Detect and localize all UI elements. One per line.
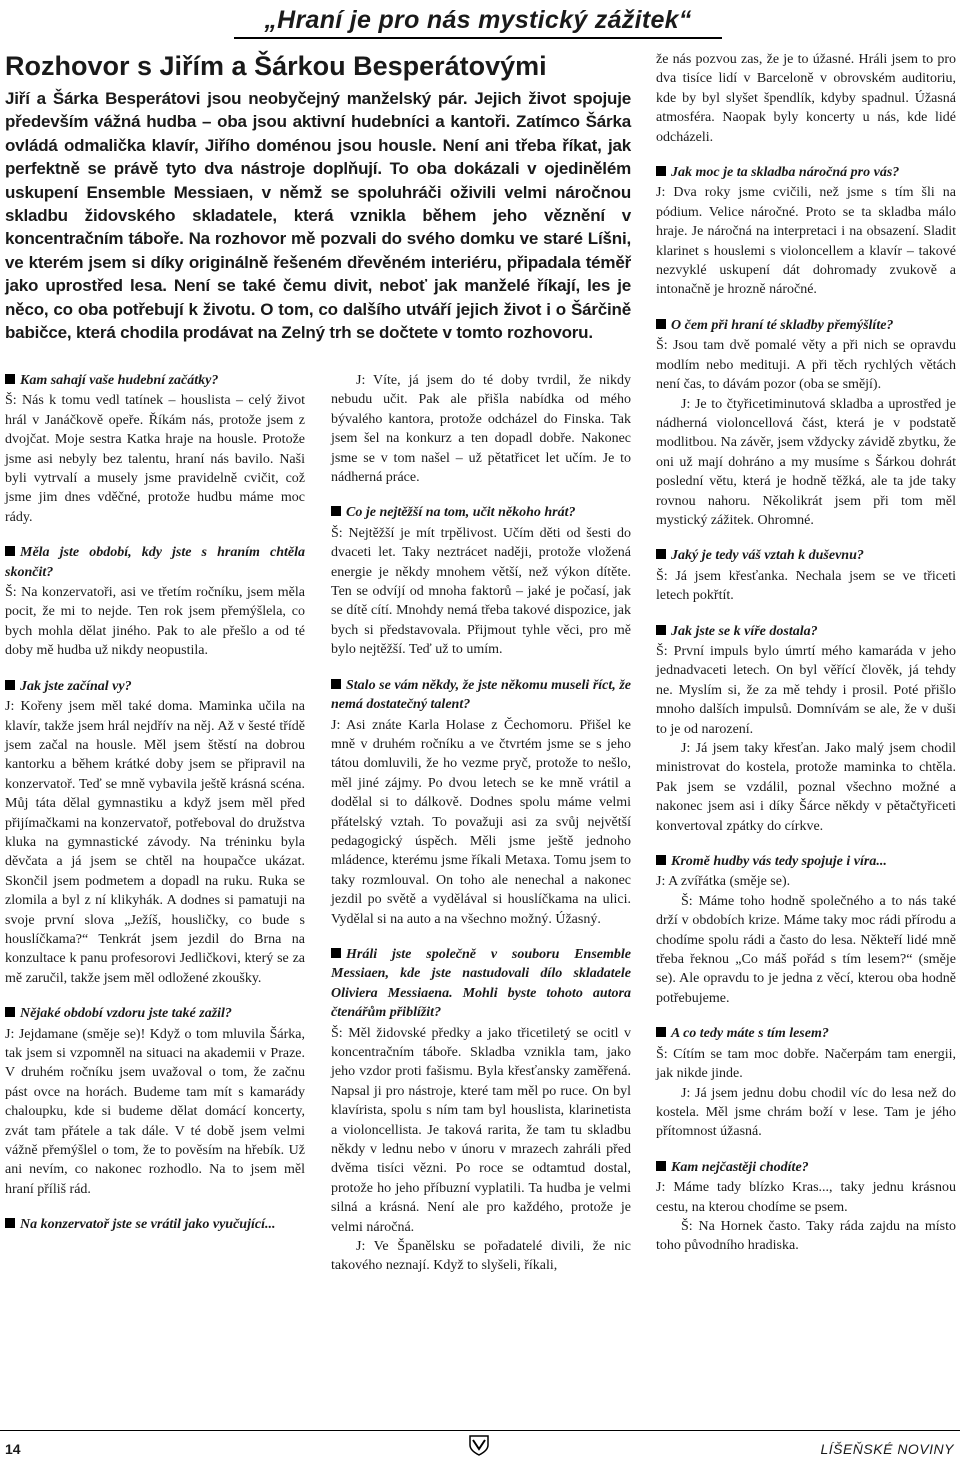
question: Stalo se vám někdy, že jste někomu museli říct, že nemá dostatečný talent? bbox=[331, 677, 631, 713]
question: Nějaké období vzdoru jste také zažil? bbox=[5, 1004, 305, 1023]
question: A co tedy máte s tím lesem? bbox=[656, 1024, 956, 1043]
column-1 bbox=[5, 371, 305, 1236]
answer: Š: Já jsem křesťanka. Nechala jsem se ve třiceti letech pokřtít. bbox=[656, 568, 956, 604]
question: Kam sahají vaše hudební začátky? bbox=[5, 371, 305, 390]
bullet-square-icon bbox=[5, 680, 15, 690]
question: O čem při hraní té skladby přemýšlíte? bbox=[656, 316, 956, 335]
answer: J: Ve Španělsku se pořadatelé divili, že nic takového neznají. Když to slyšeli, říkali, bbox=[331, 1239, 631, 1274]
column-2 bbox=[331, 371, 631, 1276]
answer: Š: Cítím se tam moc dobře. Načerpám tam energii, jak nikde jinde. bbox=[656, 1046, 956, 1082]
answer: J: Asi znáte Karla Holase z Čechomoru. Přišel ke mně v druhém ročníku a ve čtvrtém jsme se s jeho tátou domluvili, že ho vezme pryč, protože to nešlo, měl jiné zájmy. Po dvou letech se ke mně vrátil a dodělal si to dálkově. Dodnes spolu máme velmi přátelský vztah. To považuji asi za svůj největší pedagogický úspěch. Měli jsme ještě jednoho mládence, kterému jsme říkali Metaxa. Tomu jsem to taky rozmlouval. On toho ale nenechal a nakonec jezdil po světě a vydělával si houslíčkama na ulici. Vydělal si na auto a na všechno možný. Úžasný. bbox=[331, 717, 631, 927]
article-headline: Rozhovor s Jiřím a Šárkou Besperátovými bbox=[5, 51, 547, 81]
question: Na konzervatoř jste se vrátil jako vyučující... bbox=[5, 1215, 305, 1234]
answer: J: Já jsem jednu dobu chodil víc do lesa než do kostela. Měl jsme chrám boží v lese. Tam je jého přítomnost úžasná. bbox=[656, 1085, 956, 1140]
bullet-square-icon bbox=[656, 1161, 666, 1171]
page-number: 14 bbox=[5, 1441, 21, 1457]
answer: Š: Měl židovské předky a jako třicetiletý se ocitl v koncentračním táboře. Skladba vznikla tam, jako jeho vzdor proti fašismu. Byla křesťansky zaměřená. Napsal ji pro nástroje, které tam měl po ruce. On byl klavírista, spolu s ním tam byl houslista, klarinetista a violoncellista. Je taková rarita, že tam tu skladbu někdy v lednu nebo v únoru v mrazech zahráli před dvěma tisíci vězni. Po roce se odtamtud dostal, protože ho jeho příbuzní vyplatili. Ta hudba je velmi silná a krásná. Není ale pro každého, protože je velmi náročná. bbox=[331, 1025, 631, 1235]
question: Jaký je tedy váš vztah k duševnu? bbox=[656, 546, 956, 565]
bullet-square-icon bbox=[331, 506, 341, 516]
section-title: „Hraní je pro nás mystický zážitek“ bbox=[234, 6, 722, 39]
answer: J: Víte, já jsem do té doby tvrdil, že nikdy nebudu učit. Pak ale přišla nabídka od mého bývalého kantora, protože odcházel do Finska. Tak jsem šel na konkurz a ten dopadl dobře. Nakonec jsme se v tom našel – už pětatřicet let učím. Je to nádherná práce. bbox=[331, 373, 631, 486]
question: Jak jste začínal vy? bbox=[5, 677, 305, 696]
answer: J: Je to čtyřicetiminutová skladba a uprostřed je nádherná violoncellová část, která je v podstatě modlitbou. Na závěr, jsem vždycky závidě zbytku, že oni už mají dohráno a my musíme s Šárkou dohrát poslední větu, která je hodně těžká, ale ta jde taky rovnou nahoru. Několikrát jsem při tom měl mystický zážitek. Ohromné. bbox=[656, 396, 956, 528]
footer-divider bbox=[0, 1430, 960, 1431]
answer: Š: Máme toho hodně společného a to nás také drží v obdobích krize. Máme taky moc rádi přírodu a chodíme spolu rádi a často do lesa. Někteří lidé mně třeba řeknou „Co máš pořád s tím lesem?“ (směje se). Ale opravdu to je jedna z věcí, kterou oba hodně potřebujeme. bbox=[656, 893, 956, 1006]
answer: Š: Na konzervatoři, asi ve třetím ročníku, jsem měla pocit, že mi to nejde. Ten rok jsem přemýšlela, co bych mohla dělat jiného. Pak to ale přešlo a od té doby mě hudba už nikdy neopustila. bbox=[5, 585, 305, 659]
bullet-square-icon bbox=[5, 374, 15, 384]
newspaper-name: LÍŠEŇSKÉ NOVINY bbox=[820, 1441, 954, 1457]
answer: J: Jejdamane (směje se)! Když o tom mluvila Šárka, tak jsem si vzpomněl na situaci na akademii v Praze. V druhém ročníku jsem uvažoval o tom, že začnu pást ovce na horách. Budeme tam mít s kamarády chaloupku, kde si budeme dělat domácí koncerty, zvát tam přátele a tak dále. V té době jsem velmi vážně přemýšlel o tom, že to pověsím na hřebík. Už ani nevím, co nakonec rozhodlo. Na to jsem měl hraní příliš rád. bbox=[5, 1026, 305, 1197]
question: Hráli jste společně v souboru Ensemble Messiaen, kde jste nastudovali dílo skladatele Oliviera Messiaena. Mohli byste tohoto autora čtenářům přiblížit? bbox=[331, 946, 631, 1021]
answer: Š: Nás k tomu vedl tatínek – houslista – celý život hrál v Janáčkově opeře. Říkám nás, protože jsem z dvojčat. Moje sestra Katka hraje na housle. Protože jsme asi nebyly bez talentu, hraní nás bavilo. Naši byli vytrvalí a musely jsme pravidelně cvičit, což jsme jim dnes vděčné, protože hudbu máme moc rády. bbox=[5, 393, 305, 525]
question: Měla jste období, kdy jste s hraním chtěla skončit? bbox=[5, 545, 305, 580]
answer: J: Kořeny jsem měl také doma. Maminka učila na klavír, takže jsem hrál nejdřív na něj. Až v šesté třídě jsem začal na housle. Měl jsem štěstí na dobrou kantorku a během krátké doby jsem se připravil na konzervatoř. Teď se mně vybavila ještě krásná scéna. Můj táta dělal gymnastiku a když jsem měl před přijímačkami na konzervatoř, potřeboval do družstva kluka na gymnastické závody. Na tréninku byla děvčata a já jsem se chtěl na houpačce ukázat. Skončil jsem podmetem a dopadl na ruku. Ruka se zlomila a byl z ní klikyhák. A dodnes si pamatuji na svoje první slova „Ježíš, housličky, co bude s houslíčkama?“ Tenkrát jsem jezdil do Brna na konzultace k panu profesorovi Jedličkovi, který se za mě zaručil, takže jsem měl odložené zkoušky. bbox=[5, 699, 305, 986]
answer: že nás pozvou zas, že je to úžasné. Hráli jsem to pro dva tisíce lidí v Barceloně v obrovském auditoriu, kde by byl slyšet špendlík, kdyby spadnul. Úžasná atmosféra. Naopak byly koncerty u nás, kde lidé odcházeli. bbox=[656, 52, 956, 145]
bullet-square-icon bbox=[5, 1218, 15, 1228]
bullet-square-icon bbox=[656, 549, 666, 559]
question: Jak jste se k víře dostala? bbox=[656, 622, 956, 641]
bullet-square-icon bbox=[656, 166, 666, 176]
question: Jak moc je ta skladba náročná pro vás? bbox=[656, 163, 956, 182]
answer: Š: Na Hornek často. Taky ráda zajdu na místo toho původního hradiska. bbox=[656, 1218, 956, 1254]
column-3 bbox=[656, 50, 956, 1256]
answer: Š: První impuls bylo úmrtí mého kamaráda v jeho jednadvaceti letech. On byl věřící člověk, já tehdy ne. Myslím si, že za mě tehdy i prosil. Poté přišlo mnoho dalších impulsů. Domnívám se ale, že v duši to je od narození. bbox=[656, 643, 956, 737]
bullet-square-icon bbox=[656, 855, 666, 865]
bullet-square-icon bbox=[5, 1007, 15, 1017]
question: Co je nejtěžší na tom, učit někoho hrát? bbox=[331, 503, 631, 522]
question: Kam nejčastěji chodíte? bbox=[656, 1158, 956, 1177]
answer: J: Já jsem taky křesťan. Jako malý jsem chodil ministrovat do kostela, protože maminka to chtěla. Pak jsem se vzdálil, poznal všechno možné a nakonec jsem asi i díky Šárce někdy v pětačtyřiceti konvertoval zpátky do církve. bbox=[656, 741, 956, 834]
bullet-square-icon bbox=[656, 1027, 666, 1037]
answer: Š: Nejtěžší je mít trpělivost. Učím děti od šesti do dvaceti let. Taky neztrácet naději, protože vložená energie je někdy mnohem větší, než výkon dítěte. Ten se odvíjí od mnoha faktorů – jaké je počasí, jak se dítě cítí. Mnohdy nemá třeba takové dispozice, jak bych si představovala. Přijmout tyhle věci, pro mě bylo nejtěžší. Teď už to umím. bbox=[331, 525, 631, 658]
answer: J: Máme tady blízko Kras..., taky jednu krásnou cestu, na kterou chodíme se psem. bbox=[656, 1180, 956, 1215]
bullet-square-icon bbox=[5, 546, 15, 556]
bullet-square-icon bbox=[331, 679, 341, 689]
answer: J: A zvířátka (směje se). bbox=[656, 874, 791, 890]
answer: Š: Jsou tam dvě pomalé věty a při nich se opravdu modlím nebo medituji. A při těch rychlých větách není čas, to dávám pozor (oba se smějí). bbox=[656, 338, 956, 393]
bullet-square-icon bbox=[656, 625, 666, 635]
answer: J: Dva roky jsme cvičili, než jsme s tím šli na pódium. Velice náročné. Proto se ta skladba málo hraje. Je náročná na interpretaci i na obsazení. Sladit klarinet s houslemi s violoncellem a klavír – takové nezvyklé uskupení dát dohromady zvukově a intonačně je hrozně náročné. bbox=[656, 185, 956, 298]
question: Kromě hudby vás tedy spojuje i víra... bbox=[656, 852, 956, 871]
coat-of-arms-icon bbox=[468, 1434, 490, 1456]
bullet-square-icon bbox=[331, 948, 341, 958]
bullet-square-icon bbox=[656, 319, 666, 329]
article-lead: Jiří a Šárka Besperátovi jsou neobyčejný manželský pár. Jejich život spojuje především vážná hudba – oba jsou aktivní hudebníci a kantoři. Zatímco Šárka ovládá odmalička klavír, Jiřího doménou jsou housle. Není ani třeba říkat, jak perfektně se právě tyto dva nástroje doplňují. To oba dokázali v ojedinělém uskupení Ensemble Messiaen, v němž se spoluhráči oživili velmi náročnou skladbu židovského skladatele, která vznikla během jeho věznění v koncentračním táboře. Na rozhovor mě pozvali do svého domku ve staré Líšni, ve kterém jsem si díky originálně řešeném dřevěném interiéru, připadala téměř jako uprostřed lesa. Není se také čemu divit, neboť jak manželé říkají, les je něco, co oba potřebují k životu. O tom, co dalšího utváří jejich život i o Šárčině babičce, která chodila prodávat na Zelný trh se dočtete v tomto rozhovoru. bbox=[5, 89, 631, 343]
